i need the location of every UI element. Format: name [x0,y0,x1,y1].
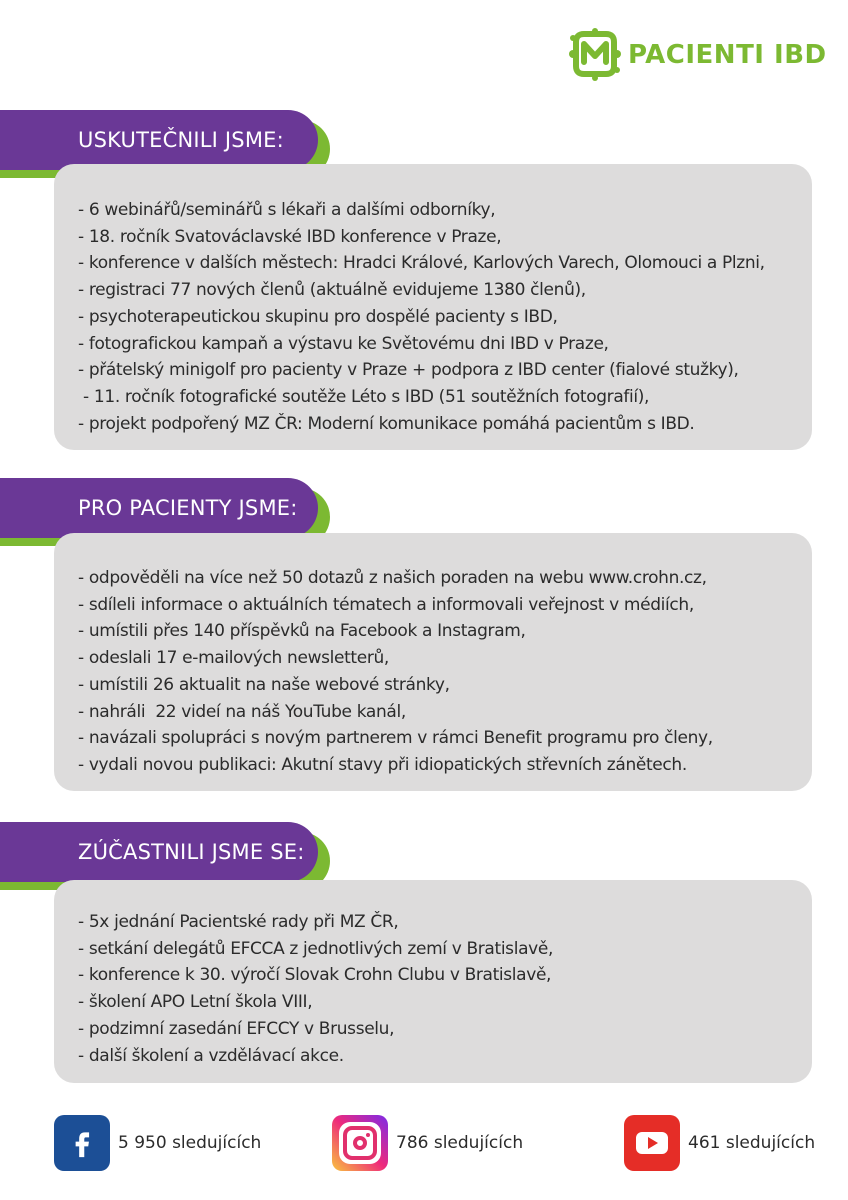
list-item: - odpověděli na více než 50 dotazů z našich poraden na webu www.crohn.cz, [78,568,707,588]
intestine-logo-icon [568,28,622,82]
list-item: - odeslali 17 e-mailových newsletterů, [78,648,389,669]
section-box-2 [54,533,812,791]
list-item: - sdíleli informace o aktuálních tématech a informovali veřejnost v médiích, [78,594,694,615]
tab-background [0,110,318,170]
section-header-1 [0,110,330,170]
list-item: - 11. ročník fotografické soutěže Léto s IBD (51 soutěžních fotografií), [78,386,650,407]
list-item: - další školení a vzdělávací akce. [78,1045,344,1066]
list-item: - registraci 77 nových členů (aktuálně evidujeme 1380 členů), [78,280,586,301]
section-title: USKUTEČNILI JSME: [78,128,284,152]
section-list [78,565,812,779]
section-list [78,909,812,1069]
instagram-icon[interactable] [332,1115,388,1171]
list-item: - fotografickou kampaň a výstavu ke Světovému dni IBD v Praze, [78,333,609,354]
instagram-followers: 786 sledujících [396,1133,524,1153]
section-title: PRO PACIENTY JSME: [78,496,298,520]
section-list [78,197,812,437]
list-item: - umístili 26 aktualit na naše webové stránky, [78,674,450,695]
logo-text: PACIENTI IBD [628,40,827,70]
section-title: ZÚČASTNILI JSME SE: [78,840,305,864]
tab-background [0,822,318,882]
list-item: - nahráli 22 videí na náš YouTube kanál, [78,701,406,722]
list-item: - podzimní zasedání EFCCY v Brusselu, [78,1018,395,1039]
list-item: - vydali novou publikaci: Akutní stavy při idiopatických střevních zánětech. [78,754,687,775]
instagram-link[interactable] [332,1115,523,1171]
logo [568,28,827,82]
tab-background [0,478,318,538]
section-header-3 [0,822,330,882]
list-item: - umístili přes 140 příspěvků na Facebook a Instagram, [78,621,526,642]
section-box-3 [54,880,812,1083]
youtube-link[interactable] [624,1115,815,1171]
facebook-link[interactable] [54,1115,261,1171]
facebook-icon[interactable] [54,1115,110,1171]
list-item: - školení APO Letní škola VIII, [78,992,313,1013]
list-item: - 5x jednání Pacientské rady při MZ ČR, [78,912,399,932]
section-header-2 [0,478,330,538]
list-item: - konference k 30. výročí Slovak Crohn Clubu v Bratislavě, [78,965,552,986]
facebook-followers: 5 950 sledujících [118,1133,262,1153]
list-item: - navázali spolupráci s novým partnerem v rámci Benefit programu pro členy, [78,728,713,749]
list-item: - psychoterapeutickou skupinu pro dospělé pacienty s IBD, [78,306,558,327]
youtube-icon[interactable] [624,1115,680,1171]
list-item: - setkání delegátů EFCCA z jednotlivých zemí v Bratislavě, [78,938,554,959]
list-item: - projekt podpořený MZ ČR: Moderní komunikace pomáhá pacientům s IBD. [78,413,695,434]
list-item: - přátelský minigolf pro pacienty v Praze + podpora z IBD center (fialové stužky), [78,360,739,381]
list-item: - konference v dalších městech: Hradci Králové, Karlových Varech, Olomouci a Plzni, [78,253,765,274]
youtube-followers: 461 sledujících [688,1133,816,1153]
list-item: - 6 webinářů/seminářů s lékaři a dalšími odborníky, [78,200,496,220]
section-box-1 [54,164,812,450]
list-item: - 18. ročník Svatováclavské IBD konference v Praze, [78,226,502,247]
